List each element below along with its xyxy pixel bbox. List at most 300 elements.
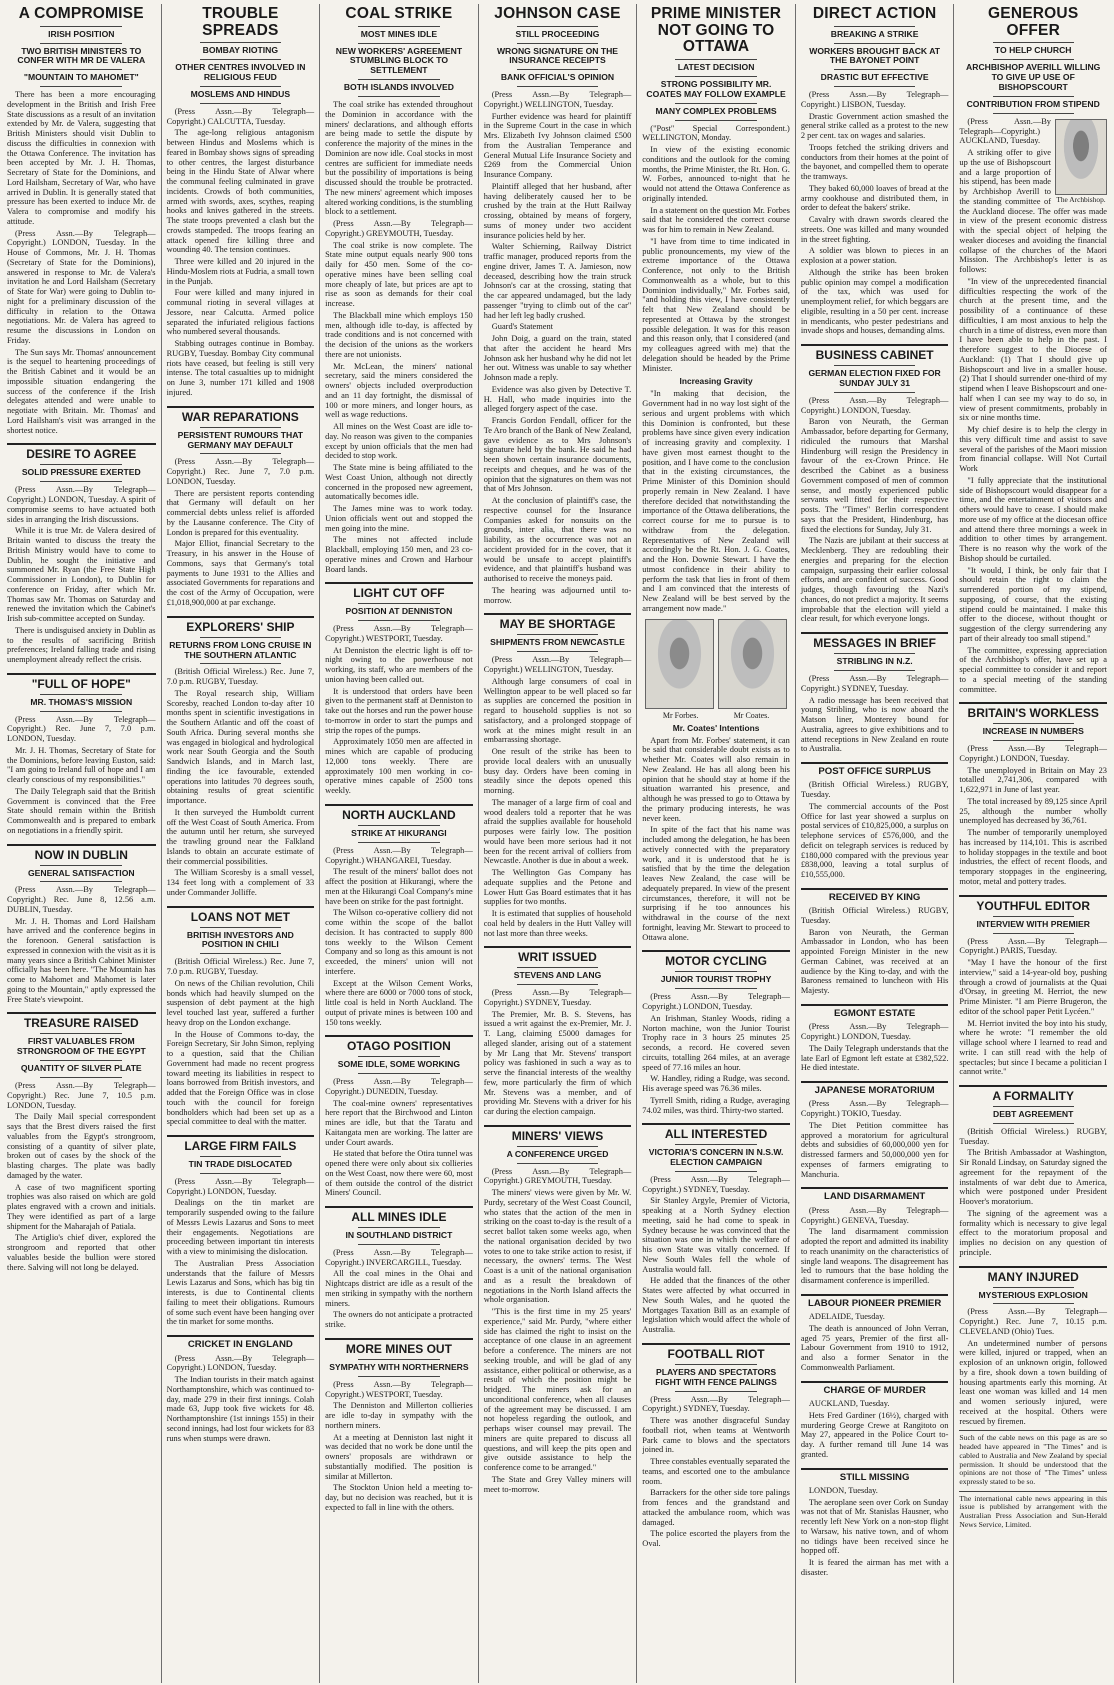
article-subheadline: STEVENS AND LANG (513, 970, 602, 981)
article-paragraph: Approximately 1050 men are affected in mines which are capable of producing 12,000 tons weekly. There are approximately 100 men working in co-operative mines capable of 2500 tons weekly. (325, 737, 473, 796)
headline-rule (40, 865, 122, 866)
article-paragraph: Francis Gordon Fendall, officer for the Te Aro branch of the Bank of New Zealand, gave evidence as to Mrs Johnson's signature held by the bank. He said he had been shown certain insurance documents, receipts and cheques, and he was of the opinion that the signatures on them was not that of Mrs Johnson. (483, 416, 632, 494)
article-body (642, 124, 790, 943)
article-body (325, 624, 473, 796)
headline-rule (834, 653, 915, 654)
article-paragraph: One result of the strike has been to provide local dealers with an unusually busy day. Orders have been coming in steadily since the depots opened this morning. (483, 747, 632, 796)
headline-rule (358, 96, 439, 97)
article-subheadline: STRONG POSSIBILITY MR. COATES MAY FOLLOW EXAMPLE (646, 79, 786, 99)
article-paragraph: My chief desire is to help the clergy in this very difficult time and assist to save several of the parishes of the Maori mission from financial collapse. Will Not Curtail Work (959, 425, 1107, 474)
headline-rule (675, 59, 756, 60)
news-article (7, 844, 156, 1005)
article-headline: A FORMALITY (959, 1085, 1107, 1103)
headline-rule (200, 953, 281, 954)
article-body (325, 846, 473, 1028)
article-subheadline: TWO BRITISH MINISTERS TO CONFER WITH MR DE VALERA (17, 45, 146, 66)
article-paragraph: (Press Assn.—By Telegraph—Copyright.) LONDON, Tuesday. (166, 1176, 315, 1196)
article-body (642, 1175, 790, 1335)
article-subheadline: MANY COMPLEX PROBLEMS (655, 105, 777, 116)
page-column (795, 4, 954, 1683)
article-headline: BUSINESS CABINET (801, 344, 949, 362)
news-article (167, 906, 315, 1127)
headline-rule (993, 1106, 1074, 1107)
headline-rule (993, 740, 1074, 741)
article-paragraph: The coal strike has extended throughout the Dominion in accordance with the miners' declarations, and although efforts are being made to settle the dispute by conference the majority of the mines in the Dominion are now idle. Coal stocks in most centres are sufficient for immediate needs but the possibility of importations is being discussed should the trouble be protracted. The new miners' agreement which imposes altered working conditions, is the stumbling block to a settlement. (325, 100, 473, 217)
article-paragraph: (Press Assn.—By Telegraph—Copyright.) WELLINGTON, Tuesday. (483, 655, 632, 675)
headline-rule (675, 120, 756, 121)
article-paragraph: In a statement on the question Mr. Forbes said that he considered the correct course was for him to remain in New Zealand. (642, 205, 790, 235)
article-subheadline: VICTORIA'S CONCERN IN N.S.W. ELECTION CAMPAIGN (648, 1147, 784, 1168)
headline-rule (993, 933, 1074, 934)
article-paragraph: Except at the Wilson Cement Works, where there are 6000 or 7000 tons of stock, little coal is held in North Auckland. The output of private mines is between 100 and 150 tons weekly. (325, 978, 473, 1027)
headline-rule (40, 1077, 122, 1078)
article-body (167, 107, 315, 398)
article-paragraph: Evidence was also given by Detective T. H. Hall, who made inquiries into the alleged forgery aspect of the case. (483, 384, 632, 414)
news-article (484, 946, 632, 1117)
news-article (167, 616, 315, 898)
article-body (801, 1486, 949, 1578)
article-headline: RECEIVED BY KING (801, 888, 949, 903)
article-paragraph: Cavalry with drawn swords cleared the streets. One was killed and many wounded in the street fighting. (800, 215, 949, 244)
article-subheadline: SOLID PRESSURE EXERTED (21, 467, 141, 478)
article-body (167, 1177, 315, 1327)
article-paragraph: "It would, I think, be only fair that I should retain the right to claim the surrendered portion of my stipend, supposing, of course, that the existing stipend could be maintained. I make this offer to the diocese, without thought or suggestion of the clergy surrendering any part of their already too small stipend." (959, 565, 1107, 643)
article-paragraph: Although large consumers of coal in Wellington appear to be well placed so far as supplies are concerned the position in regard to household supplies is not so satisfactory, and a prolonged stoppage of work at the mines might result in an embarrassing shortage. (483, 676, 632, 745)
column-fade (954, 1663, 1112, 1683)
headline-rule (358, 620, 439, 621)
article-paragraph: A soldier was blown to pieces in an explosion at a power station. (800, 246, 949, 266)
article-paragraph: The Daily Telegraph understands that the late Earl of Egmont left estate at £382,522. He died intestate. (800, 1043, 949, 1073)
article-subheadline: OTHER CENTRES INVOLVED IN RELIGIOUS FEUD (175, 62, 306, 83)
article-subheadline: BANK OFFICIAL'S OPINION (500, 72, 615, 83)
article-paragraph: (Press Assn.—By Telegraph—Copyright.) SYDNEY, Tuesday. (642, 1394, 790, 1414)
article-subheadline: MOST MINES IDLE (360, 28, 438, 39)
headline-rule (517, 1163, 598, 1164)
article-subheadline: DEBT AGREEMENT (993, 1108, 1074, 1119)
article-subheadline: STILL PROCEEDING (515, 28, 600, 39)
article-crosshead: Mr. Coates' Intentions (672, 722, 760, 733)
news-article (325, 582, 473, 796)
article-subheadline: BRITISH INVESTORS AND POSITION IN CHILI (186, 929, 294, 950)
article-paragraph: The owners do not anticipate a protracted strike. (325, 1310, 473, 1330)
headline-rule (517, 26, 598, 27)
article-paragraph: (Press Assn.—By Telegraph—Copyright.) Rec. June 8, 12.56 a.m. DUBLIN, Tuesday. (7, 885, 156, 914)
article-paragraph: Sir Stanley Argyle, Premier of Victoria, speaking at a North Sydney election meeting, said he had come to speak in Sydney because he was convinced that the situation was one in which the welfare of his own State was vitally concerned. If New South Wales fell the whole of Australia would fall. (642, 1196, 790, 1274)
article-paragraph: All the coal mines in the Ohai and Nightcaps district are idle as a result of the men striking in sympathy with the northern miners. (325, 1269, 473, 1308)
article-paragraph: The Daily Mail special correspondent says that the Brest divers raised the first valuables from the Egypt's strongroom, consisting of a quantity of silver plate, broken out of cases by the shock of the blasting charges. The plate was badly damaged by the water. (7, 1112, 156, 1180)
article-headline: EXPLORERS' SHIP (167, 616, 315, 634)
article-paragraph: The age-long religious antagonism between Hindus and Moslems which is feared in Bombay shows signs of spreading to other centres, the largest disturbance being in the Hindu State of Alwar where the communal feeling culminated in grave incidents. Crowds of both communities, armed with swords, axes, scythes, reaping hooks and knives gathered in the streets. The state troops prevented a clash but the crowds stampeded. The troops fearing an attack opened fire killing three and wounding 40. The tension continues. (166, 128, 315, 255)
article-paragraph: The manager of a large firm of coal and wood dealers told a reporter that he was afraid the supplies available for household purposes were fairly low. The position would have been more serious had it not been for the recent arrival of colliers from Newcastle. Another is due in about a week. (483, 797, 632, 866)
page-column (2, 4, 161, 1683)
article-paragraph: (Press Assn.—By Telegraph—Copyright.) DUNEDIN, Tuesday. (325, 1077, 473, 1096)
article-headline: LARGE FIRM FAILS (167, 1135, 315, 1153)
article-paragraph: The Premier, Mr. B. S. Stevens, has issued a writ against the ex-Premier, Mr. J. T. Lang, claiming £5000 damages for alleged slander, arising out of a statement by Mr Lang that Mr. Stevens' transport policy was fashioned in such a way as to serve the financial interests of the wealthy few, more particularly the firm of which Mr. Stevens was a member, and of providing Mr. Stevens with a driver for his car during the election campaign. (483, 1009, 632, 1117)
article-paragraph: (Press Assn.—By Telegraph—Copyright.) AUCKLAND, Tuesday. (959, 116, 1051, 146)
article-subheadline: SHIPMENTS FROM NEWCASTLE (490, 637, 625, 648)
article-paragraph: At Denniston the electric light is off to-night owing to the powerhouse not working, its staff, who are members of the union having been called out. (325, 645, 473, 684)
article-paragraph: The Indian tourists in their match against Northamptonshire, which was continued to-day, made 279 in their first innings. Colah made 63, Jupp took five wickets for 48. Northamptonshire (1st innings 155) in their second innings, had lost four wickets for 83 runs when stumps were drawn. (166, 1375, 315, 1443)
headline-rule (993, 1287, 1074, 1288)
headline-rule (40, 881, 122, 882)
ministers-photo (645, 619, 787, 720)
article-subheadline: BOTH ISLANDS INVOLVED (343, 82, 454, 93)
article-paragraph: ADELAIDE, Tuesday. (808, 1312, 885, 1322)
article-paragraph: There is undisguised anxiety in Dublin as to the results of sacrificing British preferences; Ireland falling trade and rising unemployment already reflect the crisis. (7, 625, 156, 665)
headline-rule (40, 86, 122, 87)
article-paragraph: The State mine is being affiliated to the West Coast Union, although not directly concerned in the proposed new agreement, automatically becomes idle. (325, 463, 473, 502)
article-paragraph: There was another disgraceful Sunday football riot, when teams at Wentworth Park came to blows and the spectators joined in. (642, 1416, 790, 1455)
headline-rule (358, 1073, 439, 1074)
article-paragraph: The commercial accounts of the Post Office for last year showed a surplus on postal services of £10,825,000, a surplus on telephone services of £576,000, and the deficit on telegraph services is reduced by £180,000 compared with the previous year £838,000, leaving a total surplus of £10,555,000. (800, 801, 949, 880)
page-column (478, 4, 637, 1683)
article-paragraph: LONDON, Tuesday. (808, 1485, 878, 1495)
headline-rule (675, 1364, 756, 1365)
article-subheadline: WRONG SIGNATURE ON THE INSURANCE RECEIPTS (496, 45, 619, 66)
article-paragraph: He stated that before the Otira tunnel was opened there were only about six collieries on the West Coast, now there were 60, most of them outside the control of the district Miners' Council. (325, 1149, 473, 1198)
article-subheadline: RETURNS FROM LONG CRUISE IN THE SOUTHERN ATLANTIC (169, 639, 312, 660)
article-paragraph: (Press Assn.—By Telegraph—Copyright.) SYDNEY, Tuesday. (642, 1174, 790, 1194)
article-paragraph: (Press Assn.—By Telegraph—Copyright.) WESTPORT, Tuesday. (325, 624, 473, 643)
news-article (325, 804, 473, 1027)
article-paragraph: There are persistent reports contending that Germany will default on her commercial debts unless relief is afforded by the Lausanne conference. The City of London is prepared for this eventuality. (166, 488, 315, 537)
article-body (801, 1312, 949, 1373)
news-article (959, 702, 1107, 886)
headline-rule (40, 26, 122, 27)
headline-rule (834, 365, 915, 366)
article-paragraph: (Press Assn.—By Telegraph—Copyright.) LONDON, Tuesday. In the House of Commons, Mr. J. H. Thomas (Secretary of State for the Dominions), answered in response to Mr. de Valera's invitation he and Lord Hailsham (Secretary of State for War) were going to Dublin to-night for a preliminary discussion of the difficulty in relation to the Ottawa negotiations. Mr. de Valera has agreed to resume the discussions in London on Friday. (7, 228, 156, 345)
article-paragraph: The coal-mine owners' representatives here report that the Birchwood and Linton mines are idle, but that the Taratu and Kaitangata men are working. The latter are under Court awards. (325, 1098, 473, 1147)
article-paragraph: Although the strike has been broken public opinion may compel a modification of the tax, which was used for unemployment relief, for which beggars are eligible, resulting in a 50 per cent. increase in mendicants, who pester pedestrians and invade shops and houses, demanding alms. (800, 267, 949, 336)
article-paragraph: The Royal research ship, William Scoresby, reached London to-day after 10 months spent in scientific investigations in the Southern Atlantic and off the coast of South Africa. During several months she was engaged in biological and hydrological work near South Georgia and the South Sandwich Islands, and in March last, finding the ice favourable, extended operations into latitudes 70 degrees south, obtaining results of great scientific importance. (166, 688, 315, 806)
article-paragraph: Plaintiff alleged that her husband, after having deliberately caused her to be crushed by the train at the Hutt Railway crossing, obtained by means of forgery, sums of money under two accident insurance policies held by her. (483, 181, 632, 240)
article-subheadline: GENERAL SATISFACTION (27, 867, 135, 878)
article-paragraph: He added that the finances of the other States were affected by what occurred in New South Wales, and he quoted the Mortgages Taxation Bill as an example of legislation which would affect the whole of Australia. (642, 1276, 790, 1335)
article-paragraph: (Press Assn.—By Telegraph—Copyright.) LONDON, Tuesday. A spirit of compromise seems to have actuated both sides in arranging the Irish discussions. (7, 485, 156, 524)
headline-rule (517, 69, 598, 70)
article-paragraph: (Press Assn.—By Telegraph—Copyright.) WESTPORT, Tuesday. (325, 1379, 473, 1399)
headline-rule (834, 670, 915, 671)
article-paragraph: (British Official Wireless.) RUGBY, Tuesday. (959, 1126, 1107, 1146)
headline-rule (993, 96, 1074, 97)
article-subheadline: QUANTITY OF SILVER PLATE (20, 1063, 142, 1074)
column-fade (320, 1663, 478, 1683)
article-paragraph: Dealings on the tin market are temporarily suspended owing to the failure of Messrs Lewis Lazarus and Sons to meet their engagements. Negotiations are proceeding between important tin interests with a view to minimising the dislocation. (166, 1198, 315, 1257)
news-article (325, 1338, 473, 1513)
article-paragraph: The Daily Telegraph said that the British Government is convinced that the Free State should remain within the British Commonwealth and is prepared to embark on negotiations in a friendly spirit. (7, 786, 156, 835)
article-paragraph: Drastic Government action smashed the general strike called as a protest to the new 2 per cent. tax on wages and salaries. (800, 111, 949, 141)
article-paragraph: "In making that decision, the Government had in no way lost sight of the serious and urgent problems with which this Dominion is confronted, but these problems have since given every indication of increasing gravity and complexity. I have given most earnest thought to the position, and I have come to the conclusion that in the existing circumstances, the Prime Minister of this Dominion should properly remain in New Zealand. I have therefore decided that notwithstanding the importance of the Ottawa deliberations, the correct course for me to pursue is to withdraw from the delegation. Representatives of New Zealand will accordingly be the Rt. Hon. J. G. Coates, and the Hon. Downie Stewart. I have the utmost confidence in their ability to perform the task that lies in front of them and I am convinced that the interests of New Zealand will be best served by the arrangement now made." (642, 389, 790, 613)
article-headline: MESSAGES IN BRIEF (801, 632, 949, 650)
headline-rule (200, 1156, 281, 1157)
article-headline: STILL MISSING (801, 1468, 949, 1483)
article-paragraph: Major Elliot, financial Secretary to the Treasury, in his answer in the House of Commons, says that Germany's total payments to June 1931 to the Allies and associated Governments for reparations and the cost of the Army of Occupation, were £1,018,900,000 at par exchange. (166, 539, 315, 607)
news-article (642, 1343, 790, 1549)
article-paragraph: (Press Assn.—By Telegraph—Copyright.) CALCUTTA, Tuesday. (166, 106, 315, 126)
article-subheadline: NEW WORKERS' AGREEMENT STUMBLING BLOCK TO SETTLEMENT (335, 45, 463, 76)
headline-rule (993, 723, 1074, 724)
article-paragraph: M. Herriot invited the boy into his study, where he wrote: "I remember the old village school where I learned to read and write. I can still read with the help of spectacles; but since I became a politician I cannot write." (959, 1018, 1107, 1077)
article-subheadline: INCREASE IN NUMBERS (982, 726, 1084, 737)
news-article (959, 1266, 1107, 1530)
headline-rule (993, 916, 1074, 917)
portrait-image (718, 619, 787, 709)
article-paragraph: (Press Assn.—By Telegraph—Copyright.) PARIS, Tuesday. (959, 936, 1107, 956)
headline-rule (358, 1227, 439, 1228)
article-paragraph: Mr. J. H. Thomas, Secretary of State for the Dominions, before leaving Euston, said: "I am going to Ireland full of hope and I am clearly conscious of my responsibilities." (7, 745, 156, 785)
news-article (484, 613, 632, 938)
article-subheadline: GERMAN ELECTION FIXED FOR SUNDAY JULY 31 (808, 368, 941, 389)
article-paragraph: "This is the first time in my 25 years' experience," said Mr. Purdy, "where either side has claimed the right to insist on the acceptance of one clause in an agreement before a conference. The miners are not seeking trouble, and will be glad of any assistance, either political or otherwise, as a result of which the position might be bridged. The miners ask for an unconditional conference, when all clauses of the agreement may be discussed. I am not hopeless regarding the outlook, and perhaps wiser counsel may prevail. The miners are quite prepared to discuss all questions, and will keep the pits open and give outside assistance to help the conference come to be arranged." (483, 1307, 632, 1473)
headline-rule (358, 603, 439, 604)
headline-rule (675, 103, 756, 104)
article-body (7, 485, 156, 665)
news-article (801, 1081, 949, 1179)
article-body (801, 906, 949, 996)
article-paragraph: ("Post" Special Correspondent.) WELLINGTON, Monday. (642, 123, 790, 143)
article-subheadline: STRIBLING IN N.Z. (836, 656, 913, 667)
article-paragraph: A radio message has been received that young Stribling, who is now aboard the Matson liner, Monterey bound for Australia, agrees to give exhibitions and to attend receptions in New Zealand en route to Australia. (800, 695, 949, 754)
news-article (7, 673, 156, 836)
article-paragraph: Barrackers for the other side tore palings from fences and the grandstand and attacked the ambulance room, which was damaged. (642, 1488, 790, 1527)
article-paragraph: "I fully appreciate that the institutional side of Bishopscourt would disappear for a time, and the entertainment of visitors and others would have to cease. I should make more use of my office at the diocesan office and attend there three mornings a week in addition to other times by arrangement. There is no reason why the work of the Bishop should be curtailed. (959, 475, 1107, 563)
article-paragraph: (Press Assn.—By Telegraph—Copyright.) WELLINGTON, Tuesday. (483, 90, 632, 109)
article-subheadline: A CONFERENCE URGED (506, 1148, 609, 1159)
article-paragraph: Baron von Neurath, the German Ambassador in London, who has been appointed Foreign Minister in the new German Cabinet, was received at an audience by the King to-day, and with the Baroness remained to luncheon with His Majesty. (800, 927, 949, 996)
article-paragraph: The land disarmament commission adopted the report and admitted its inability to reach unanimity on the characteristics of single land weapons. The disagreement has led to rumours that the base holding the disarmament conference is imperilled. (800, 1227, 949, 1286)
headline-rule (675, 1144, 756, 1145)
headline-rule (993, 1303, 1074, 1304)
article-paragraph: At the conclusion of plaintiff's case, the respective counsel for the Insurance Companies asked for nonsuits on the grounds, inter alia, that there was no liability, as the occurrence was not an accident provided for in the cover, that it would be unsafe to accept plaintiff's evidence, and that plaintiff's husband was authorised to receive the moneys paid. (483, 496, 632, 584)
article-paragraph: The Denniston and Millerton collieries are idle to-day in sympathy with the northern miners. (325, 1401, 473, 1430)
article-headline: MAY BE SHORTAGE (484, 613, 632, 631)
article-paragraph: The Artiglio's chief diver, explored the strongroom and reported that other valuables beside the bullion were stored there. Salving will not long be delayed. (7, 1233, 156, 1272)
article-paragraph: The British Ambassador at Washington, Sir Ronald Lindsay, on Saturday signed the agreement for the repayment of the instalments of war debt due to America, which were postponed under President Hoover's moratorium. (959, 1148, 1107, 1207)
article-paragraph: (Press Assn.—By Telegraph—Copyright.) TOKIO, Tuesday. (800, 1099, 949, 1119)
news-article (801, 1381, 949, 1460)
article-body (484, 655, 632, 938)
headline-rule (358, 1376, 439, 1377)
article-paragraph: (British Official Wireless.) Rec. June 7, 7.0 p.m. RUGBY, Tuesday. (166, 957, 315, 977)
article-paragraph: (Press Assn.—By Telegraph—Copyright.) GREYMOUTH, Tuesday. (325, 219, 473, 238)
article-subheadline: CONTRIBUTION FROM STIPEND (966, 98, 1100, 109)
headline-rule (834, 392, 915, 393)
article-body (959, 117, 1107, 695)
headline-rule (993, 42, 1074, 43)
headline-rule (40, 43, 122, 44)
article-paragraph: The Blackball mine which employs 150 men, although idle to-day, is affected by trade conditions and is not concerned with the decision of the unions as the workers there are not unionists. (325, 310, 473, 359)
article-headline: MINERS' VIEWS (484, 1125, 632, 1143)
headline-rule (834, 69, 915, 70)
article-paragraph: In spite of the fact that his name was included among the delegation, he has been actively connected with the preparatory work, and it is understood that he is satisfied that by the time the delegation leaves New Zealand, the case will be adequately prepared. In view of the present circumstances, therefore, it will not be surprising if he too announces his withdrawal in the course of the next fortnight, leaving Mr. Stewart to proceed to Ottawa alone. (642, 825, 790, 942)
headline-rule (834, 86, 915, 87)
article-subheadline: LATEST DECISION (677, 62, 755, 73)
article-body (167, 457, 315, 607)
article-headline: EGMONT ESTATE (801, 1004, 949, 1019)
column-fade (637, 1663, 795, 1683)
article-paragraph: (Press Assn.—By Telegraph—Copyright.) Rec. June 7, 7.0 p.m. LONDON, Tuesday. (7, 714, 156, 744)
headline-rule (517, 984, 598, 985)
article-headline: WAR REPARATIONS (167, 406, 315, 424)
article-paragraph: Apart from Mr. Forbes' statement, it can be said that considerable doubt exists as to whether Mr. Coates will also remain in New Zealand. He has all along been his opinion that he should stay at home if the situation warranted his presence, and although he was pressed to go to Ottawa by the primary producing interests, he was never keen. (642, 735, 790, 823)
article-paragraph: Three were killed and 20 injured in the Hindu-Moslem riots at Fudria, a small town in the Punjab. (166, 257, 315, 286)
article-paragraph: Tyrrell Smith, riding a Rudge, averaging 74.02 miles, was third. Thirty-two started. (642, 1095, 790, 1115)
article-paragraph: The mines not affected include Blackball, employing 150 men, and 23 co-operative mines and Crown and Harbour Board lands. (325, 535, 473, 574)
news-article (801, 1468, 949, 1578)
article-paragraph: (Press Assn.—By Telegraph—Copyright.) WHANGAREI, Tuesday. (325, 845, 473, 865)
headline-rule (358, 1359, 439, 1360)
article-body (484, 90, 632, 605)
news-article (801, 6, 949, 336)
article-paragraph: "I have from time to time indicated in public pronouncements, my view of the extreme importance of the Ottawa Conference, not only to the British Commonwealth as a whole, but to this Dominion individually," Mr. Forbes said, "and holding this view, I have consistently felt that New Zealand should be represented at Ottawa by the strongest possible delegation. It was for this reason and this reason only, that I considered (and my colleagues agreed with me) that the delegation should be headed by the Prime Minister. (642, 236, 790, 373)
cable-news-note: Such of the cable news on this page as are so headed have appeared in "The Times" and is cabled to Australia and New Zealand by special permission. It should be understood that the opinions are not those of "The Times" unless expressly stated to be so. (959, 1430, 1107, 1486)
article-paragraph: In the House of Commons to-day, the Foreign Secretary, Sir John Simon, replying to a question, said that the Chilian Government had made no recent progress toward meeting its liabilities in respect to loans borrowed from British investors, and added that the Foreign Office was in close touch with the council for foreign bondholders which had been set up as a special committee to deal with the matter. (166, 1029, 315, 1127)
article-headline: COAL STRIKE (345, 5, 453, 22)
page-column (636, 4, 795, 1683)
article-paragraph: Stabbing outrages continue in Bombay. RUGBY, Tuesday. Bombay City communal riots have ceased, but feeling is still very intense. The total casualties up to midnight on June 3, number 171 killed and 1908 injured. (166, 339, 315, 397)
article-paragraph: The police escorted the players from the Oval. (642, 1529, 790, 1549)
article-headline: "FULL OF HOPE" (7, 673, 156, 691)
headline-rule (993, 59, 1074, 60)
article-subheadline: STRIKE AT HIKURANGI (351, 827, 447, 838)
article-paragraph: (Press Assn.—By Telegraph—Copyright.) LONDON, Tuesday. (166, 1353, 315, 1373)
article-paragraph: The Diet Petition committee has approved a moratorium for agricultural debts and subsidies of 60,000,000 yen for distressed farmers and 50,000,000 yen for expenses of farmers emigrating to Manchuria. (800, 1120, 949, 1179)
headline-rule (517, 43, 598, 44)
article-paragraph: The aeroplane seen over Cork on Sunday was not that of Mr. Stanislas Hausner, who recently left New York on a non-stop flight to Warsaw, his native town, and of whom no tidings have been received since he hopped off. (800, 1497, 949, 1556)
article-body (167, 1354, 315, 1444)
article-headline: DESIRE TO AGREE (7, 443, 156, 461)
article-body (167, 667, 315, 897)
headline-rule (358, 43, 439, 44)
article-paragraph: Walter Schierning, Railway District traffic manager, produced reports from the engine driver, James T. A. Jamieson, now deceased, describing how the train struck Johnson's car at the crossing, stating that the car appeared undamaged, but the lady passenger "trying to climb out of the car" had her left leg badly crushed. (483, 242, 632, 320)
headline-rule (675, 76, 756, 77)
article-paragraph: (Press Assn.—By Telegraph—Copyright.) Rec. June 7, 10.5 p.m. LONDON, Tuesday. (7, 1081, 156, 1110)
news-article (7, 1012, 156, 1272)
article-paragraph: It is understood that orders have been given to the permanent staff at Denniston to take out the horses and run the power house to-morrow in order to start the pumps and strip the ropes of the pumps. (325, 686, 473, 735)
article-paragraph: (British Official Wireless.) Rec. June 7, 7.0 p.m. RUGBY, Tuesday. (166, 667, 315, 687)
headline-rule (40, 1060, 122, 1061)
article-subheadline: IN SOUTHLAND DISTRICT (345, 1230, 453, 1241)
page-column (161, 4, 320, 1683)
article-paragraph: An undetermined number of persons were killed, injured or trapped, when an explosion of an unknown origin, followed by a fire, shook down a town building of housing apartments early this morning. At least one woman was killed and 14 men and women seriously injured, were received at the hospital. Others were rescued by firemen. (959, 1338, 1107, 1426)
article-headline: ALL MINES IDLE (325, 1206, 473, 1224)
article-paragraph: The Wellington Gas Company has adequate supplies and the Petone and Lower Hutt Gas Board estimates that it has supplies for two months. (483, 868, 632, 907)
news-article (959, 1085, 1107, 1258)
article-crosshead: Increasing Gravity (679, 376, 753, 387)
article-body (325, 100, 473, 574)
news-article (801, 632, 949, 754)
news-article (7, 443, 156, 664)
headline-rule (200, 927, 281, 928)
headline-rule (200, 637, 281, 638)
article-body (959, 1127, 1107, 1258)
article-paragraph: Mr. J. H. Thomas and Lord Hailsham have arrived and the conference begins in the forenoon. General satisfaction is expressed in connexion with the visit as it is many years since a British Cabinet Minister officially has been here. "The Mountain has come to Mahomet and Mahomet is later going to the Mountain," aptly expressed the Free State's viewpoint. (7, 916, 156, 1004)
article-headline: GENEROUS OFFER (988, 5, 1079, 39)
article-paragraph: AUCKLAND, Tuesday. (808, 1399, 890, 1409)
article-headline: WRIT ISSUED (484, 946, 632, 964)
article-subheadline: POSITION AT DENNISTON (345, 606, 453, 617)
article-headline: NOW IN DUBLIN (7, 844, 156, 862)
headline-rule (993, 113, 1074, 114)
article-headline: LOANS NOT MET (167, 906, 315, 924)
article-paragraph: There has been a more encouraging development in the British and Irish Free State discussions as a result of an invitation extended by Mr. de Valera, suggesting that British Ministers should visit Dublin to discuss the difficulties in connexion with the Ottawa Conference. The invitation has been accepted by Mr. J. H. Thomas, Secretary of State for the Dominions, and Lord Hailsham, Secretary of War, who have arrived in Dublin. It is generally stated that pressure has been exerted to induce Mr. de Valera to compromise and modify his attitude. (7, 90, 156, 226)
article-paragraph: At a meeting at Denniston last night it was decided that no work be done until the owners' proposals are withdrawn or substantially modified. The position is similar at Millerton. (325, 1432, 473, 1481)
headline-rule (200, 453, 281, 454)
article-headline: MORE MINES OUT (325, 1338, 473, 1356)
article-paragraph: W. Handley, riding a Rudge, was second. His average speed was 76.36 miles. (642, 1074, 790, 1094)
article-body (7, 90, 156, 435)
news-article (167, 1135, 315, 1327)
photo-frames (645, 619, 787, 709)
article-paragraph: A striking offer to give up the use of Bishopscourt and a large proportion of his stipend, has been made by Archbishop Averill to the standing committee of the Auckland diocese. The offer was made in view of the present economic distress with the special object of helping the weaker dioceses and avoiding the financial collapse of the churches of the Maori Mission. The Archbishop's letter is as follows: (959, 148, 1107, 275)
article-paragraph: In view of the existing economic conditions and the outlook for the coming months, the Prime Minister, the Rt. Hon. G. W. Forbes, announced to-night that he would not attend the Ottawa Conference as originally intended. (642, 145, 790, 203)
news-article (801, 1187, 949, 1285)
headline-rule (200, 663, 281, 664)
article-subheadline: MR. THOMAS'S MISSION (30, 696, 133, 707)
article-subheadline: PLAYERS AND SPECTATORS FIGHT WITH FENCE PALINGS (655, 1366, 777, 1387)
headline-rule (40, 1033, 122, 1034)
headline-rule (40, 69, 122, 70)
article-body (7, 885, 156, 1004)
article-headline: LAND DISARMAMENT (801, 1187, 949, 1202)
headline-rule (40, 711, 122, 712)
photo-caption: Mr Forbes. (662, 710, 699, 720)
article-paragraph: While it is true Mr. de Valera desired of Britain wanted to discuss the treaty the British Ministry would have to come to Dublin, he sought the initiative and summoned Mr. Ryan (the Free State High Commissioner in London), to Dublin for conference on Friday, after which Mr. Thomas saw Mr. Thomas on Saturday and renewed the invitation which the Cabinet's Irish sub-committee accepted on Sunday. (7, 526, 156, 624)
article-paragraph: The hearing was adjourned until to-morrow. (483, 585, 632, 605)
article-subheadline: PERSISTENT RUMOURS THAT GERMANY MAY DEFAULT (177, 429, 304, 450)
headline-rule (675, 1171, 756, 1172)
article-paragraph: It then surveyed the Humboldt current off the West Coast of South America. From the autumn until her return, she surveyed the trawling ground near the Falkland Islands to obtain an accurate estimate of their commercial possibilities. (166, 807, 315, 866)
headline-rule (358, 1056, 439, 1057)
headline-rule (517, 1146, 598, 1147)
article-body (801, 1399, 949, 1460)
article-headline: POST OFFICE SURPLUS (801, 762, 949, 777)
article-paragraph: The coal strike is now complete. The State mine output equals nearly 900 tons daily for 450 men. Some of the co-operative mines have been selling coal more cheaply of late, but prices are apt to rise as soon as demands for their coal increase. (325, 240, 473, 309)
headline-rule (358, 842, 439, 843)
article-headline: ALL INTERESTED (642, 1123, 790, 1141)
article-paragraph: The Nazis are jubilant at their success at Mecklenberg. They are redoubling their energies and preparing for the election campaign, surpassing their earlier colossal efforts, and are confident of success. Good judges, though favouring the Nazi's chances, do not predict a majority. It seems improbable that the election will yield a clear result, for which everyone longs. (800, 536, 949, 624)
article-paragraph: The number of temporarily unemployed has increased by 114,101. This is ascribed to holiday stoppages in the textile and boot industries, the effect of recent floods, and temporary stoppages in the engineering, motor, metal and pottery trades. (959, 828, 1107, 886)
article-subheadline: FIRST VALUABLES FROM STRONGROOM OF THE EGYPT (16, 1036, 146, 1057)
news-article (959, 6, 1107, 694)
article-body (325, 1380, 473, 1513)
news-article (801, 1294, 949, 1373)
article-paragraph: Further evidence was heard for plaintiff in the Supreme Court in the case in which Mrs. Elizabeth Ivy Johnson claimed £500 from the Australian Temperance and General Mutual Life Insurance Society and £269 from the Commercial Union Insurance Company. (483, 111, 632, 180)
headline-rule (200, 86, 281, 87)
headline-rule (675, 988, 756, 989)
article-paragraph: (Press Assn.—By Telegraph—Copyright.) LONDON, Tuesday. (959, 744, 1107, 763)
news-article (167, 406, 315, 608)
article-paragraph: (Press Assn.—By Telegraph—Copyright.) Rec. June 7, 7.0 p.m. LONDON, Tuesday. (166, 457, 315, 486)
article-paragraph: (Press Assn.—By Telegraph—Copyright.) LISBON, Tuesday. (800, 90, 949, 109)
article-headline: MOTOR CYCLING (642, 950, 790, 968)
article-subheadline: TIN TRADE DISLOCATED (188, 1159, 293, 1170)
headline-rule (40, 481, 122, 482)
page-column (319, 4, 478, 1683)
news-article (325, 1035, 473, 1198)
news-article (642, 6, 790, 942)
article-paragraph: (Press Assn.—By Telegraph—Copyright.) INVERCARGILL, Tuesday. (325, 1247, 473, 1267)
article-paragraph: All mines on the West Coast are idle to-day. No reason was given to the companies except by union officials that the men had decided to stop work. (325, 422, 473, 461)
news-article (7, 6, 156, 435)
article-headline: OTAGO POSITION (325, 1035, 473, 1053)
headline-rule (358, 79, 439, 80)
headline-rule (40, 694, 122, 695)
article-paragraph: (Press Assn.—By Telegraph—Copyright.) LONDON, Tuesday. (642, 992, 790, 1012)
article-subheadline: TO HELP CHURCH (994, 45, 1072, 56)
article-paragraph: It is feared the airman has met with a disaster. (800, 1558, 949, 1577)
photo-caption: The Archbishop. (1056, 194, 1106, 204)
